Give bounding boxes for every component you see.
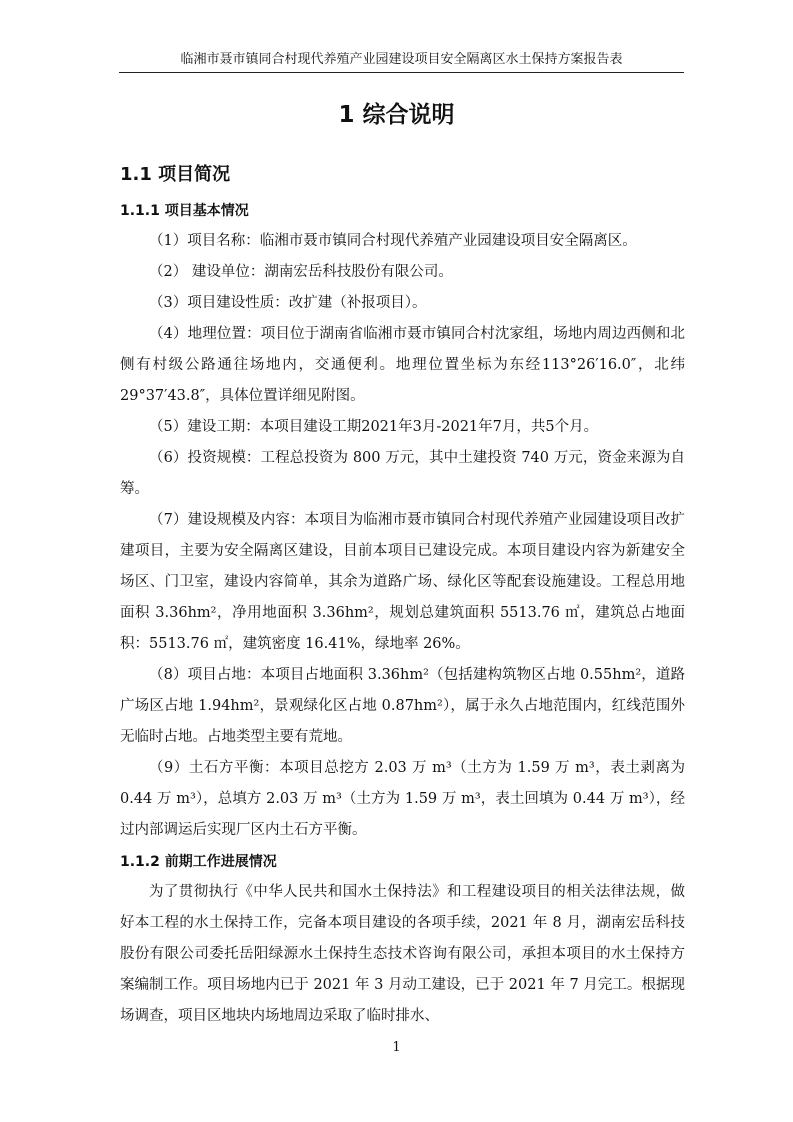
item-location: （4）地理位置：项目位于湖南省临湘市聂市镇同合村沈家组，场地内周边西侧和北侧有村级公路通往场地内，交通便利。地理位置坐标为东经113°26′16.0″，北纬29°37′43.8″，具体位置详细见附图。 bbox=[120, 326, 685, 404]
subsection-title-progress: 1.1.2 前期工作进展情况 bbox=[120, 854, 277, 870]
item-land-use: （8）项目占地：本项目占地面积 3.36hm²（包括建构筑物区占地 0.55hm²，道路广场区占地 1.94hm²，景观绿化区占地 0.87hm²），属于永久占地范围内，红线范围外无临时占地。占地类型主要有荒地。 bbox=[120, 667, 685, 745]
item-earthwork: （9）土石方平衡：本项目总挖方 2.03 万 m³（土方为 1.59 万 m³，表土剥离为 0.44 万 m³），总填方 2.03 万 m³（土方为 1.59 万 m³，表土回填为 0.44 万 m³），经过内部调运后实现厂区内土石方平衡。 bbox=[120, 760, 685, 838]
item-schedule: （5）建设工期：本项目建设工期2021年3月-2021年7月，共5个月。 bbox=[149, 419, 599, 435]
item-investment: （6）投资规模：工程总投资为 800 万元，其中土建投资 740 万元，资金来源为自筹。 bbox=[120, 450, 685, 497]
chapter-title: 1 综合说明 bbox=[338, 102, 455, 128]
item-scale: （7）建设规模及内容：本项目为临湘市聂市镇同合村现代养殖产业园建设项目改扩建项目，主要为安全隔离区建设，目前本项目已建设完成。本项目建设内容为新建安全场区、门卫室，建设内容简单，其余为道路广场、绿化区等配套设施建设。工程总用地面积 3.36hm²，净用地面积 3.36hm²，规划总建筑面积 5513.76 ㎡，建筑总占地面积：5513.76 ㎡，建筑密度 16.41%，绿地率 26%。 bbox=[120, 512, 685, 652]
progress-paragraph: 为了贯彻执行《中华人民共和国水土保持法》和工程建设项目的相关法律法规，做好本工程的水土保持工作，完备本项目建设的各项手续，2021 年 8 月，湖南宏岳科技股份有限公司委托岳阳绿源水土保持生态技术咨询有限公司，承担本项目的水土保持方案编制工作。项目场地内已于 2021 年 3 月动工建设，已于 2021 年 7 月完工。根据现场调查，项目区地块内场地周边采取了临时排水、 bbox=[120, 884, 685, 1024]
subsection-title-basic-info: 1.1.1 项目基本情况 bbox=[120, 203, 249, 219]
item-nature: （3）项目建设性质：改扩建（补报项目）。 bbox=[149, 295, 427, 311]
item-builder: （2） 建设单位：湖南宏岳科技股份有限公司。 bbox=[149, 264, 453, 280]
page-number: 1 bbox=[392, 1040, 401, 1055]
section-title: 1.1 项目简况 bbox=[120, 164, 231, 185]
running-header: 临湘市聂市镇同合村现代养殖产业园建设项目安全隔离区水土保持方案报告表 bbox=[119, 52, 684, 73]
item-project-name: （1）项目名称：临湘市聂市镇同合村现代养殖产业园建设项目安全隔离区。 bbox=[149, 233, 637, 249]
